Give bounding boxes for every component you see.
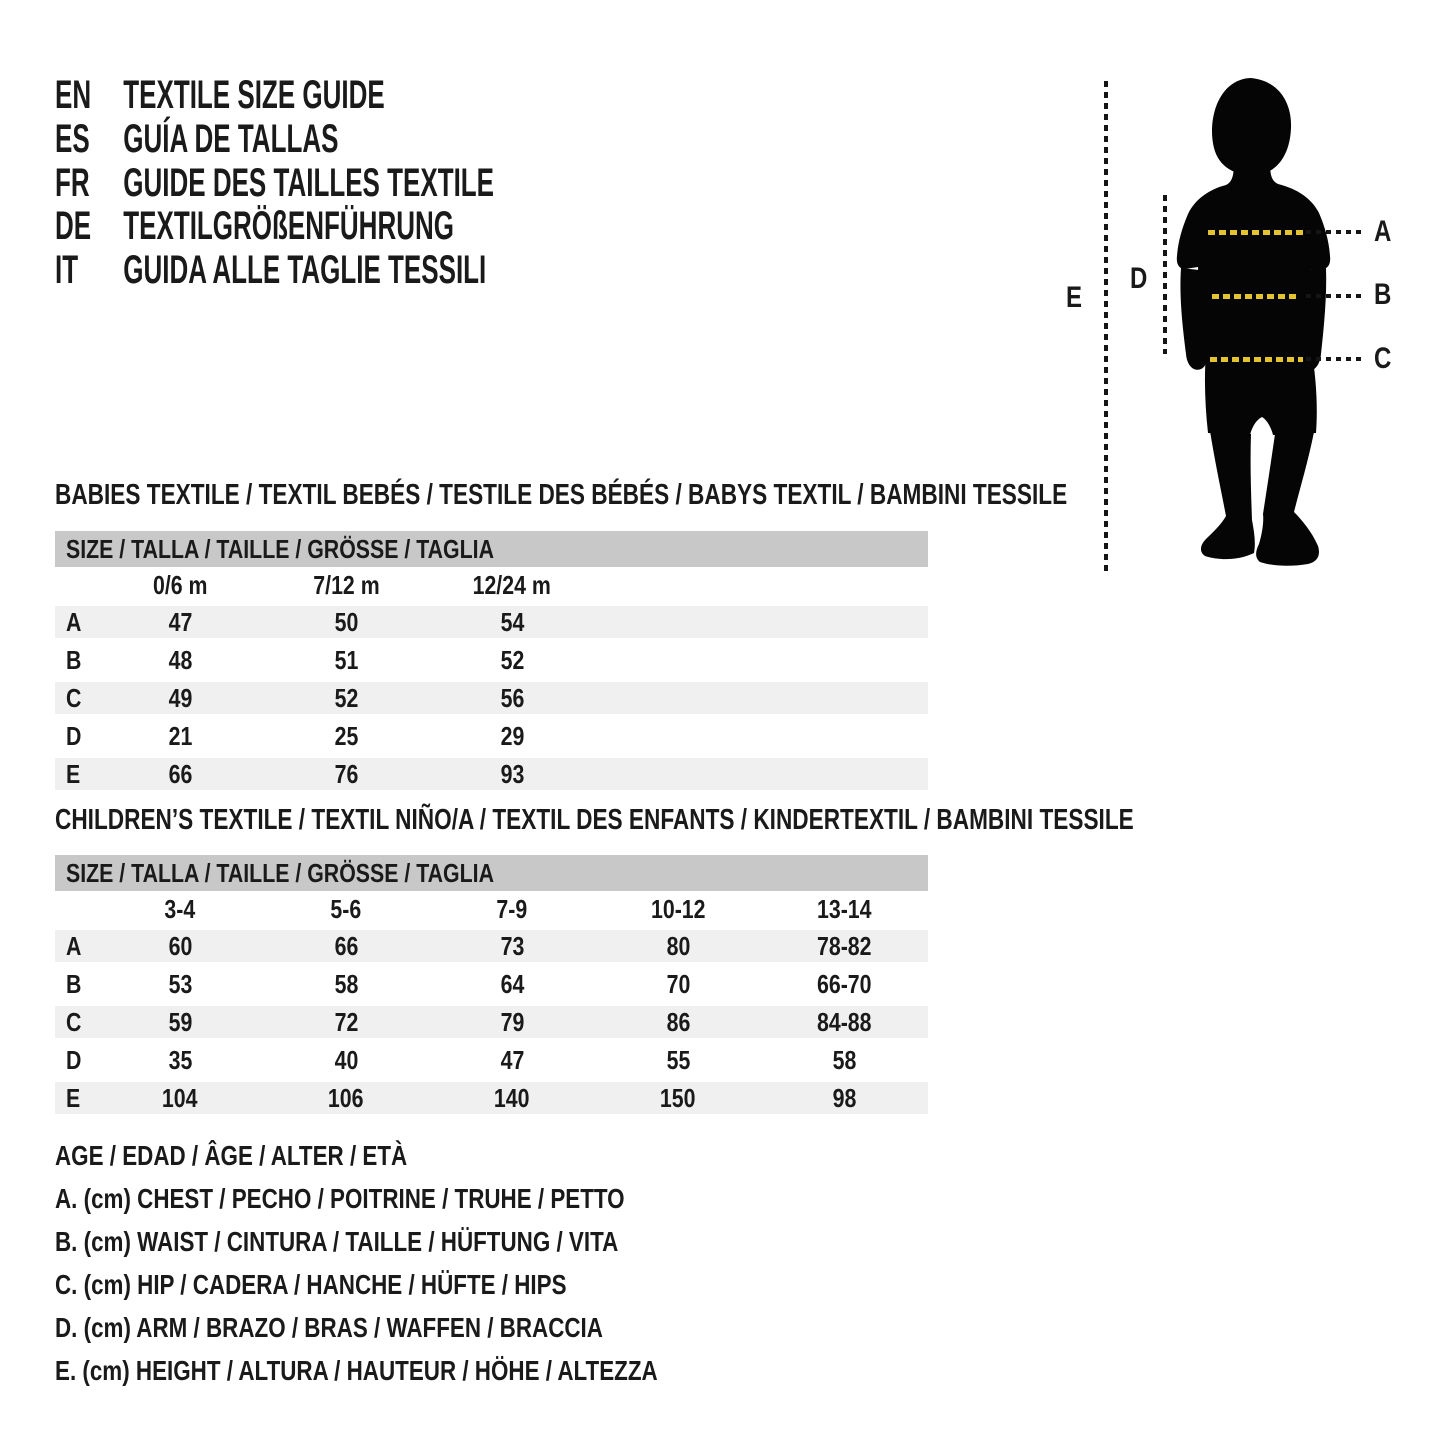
hip-measure-dash-c	[1210, 357, 1303, 362]
table-cell: 35	[168, 1044, 192, 1075]
table-cell: 79	[500, 1006, 524, 1037]
table-row	[55, 679, 928, 717]
legend-height-line: E. (cm) HEIGHT / ALTURA / HAUTEUR / HÖHE / ALTEZZA	[55, 1355, 658, 1386]
table-cell: 60	[168, 930, 192, 961]
silhouette-shorts	[1205, 352, 1317, 435]
chest-measure-dash-a	[1208, 230, 1303, 235]
table-cell: 80	[666, 930, 690, 961]
table-cell: 72	[334, 1006, 358, 1037]
table-cell: 55	[666, 1044, 690, 1075]
row-label: B	[66, 968, 82, 999]
marker-label-b: B	[1374, 278, 1392, 311]
title-text: TEXTILGRÖßENFÜHRUNG	[123, 204, 455, 248]
table-cell: 56	[500, 682, 524, 713]
legend-age-line: AGE / EDAD / ÂGE / ALTER / ETÀ	[55, 1140, 408, 1171]
title-block	[55, 73, 755, 303]
marker-label-d: D	[1130, 262, 1148, 295]
hip-leader-dots-c	[1306, 357, 1364, 361]
table-cell: 58	[334, 968, 358, 999]
table-row	[55, 1079, 928, 1117]
table-cell: 64	[500, 968, 524, 999]
legend-waist-line: B. (cm) WAIST / CINTURA / TAILLE / HÜFTUNG / VITA	[55, 1226, 619, 1257]
table-cell: 150	[660, 1082, 696, 1113]
row-label: A	[66, 930, 82, 961]
babies-size-bar	[55, 531, 928, 567]
table-cell: 78-82	[816, 930, 872, 961]
table-cell: 49	[168, 682, 192, 713]
table-row	[55, 717, 928, 755]
legend-chest-line: A. (cm) CHEST / PECHO / POITRINE / TRUHE / PETTO	[55, 1183, 625, 1214]
marker-label-e: E	[1066, 281, 1083, 314]
table-cell: 50	[334, 606, 358, 637]
table-row	[55, 1003, 928, 1041]
table-row	[55, 965, 928, 1003]
children-size-bar	[55, 855, 928, 891]
table-row	[55, 755, 928, 793]
table-row	[55, 641, 928, 679]
column-header: 10-12	[650, 893, 706, 924]
column-header: 12/24 m	[472, 569, 552, 600]
table-cell: 47	[168, 606, 192, 637]
babies-column-header-row	[55, 567, 928, 603]
row-label: E	[66, 1082, 81, 1113]
column-header: 7/12 m	[312, 569, 380, 600]
chest-leader-dots-a	[1306, 230, 1364, 234]
title-line-fr	[55, 161, 730, 205]
lang-code: IT	[55, 248, 79, 292]
row-label: D	[66, 1044, 82, 1075]
lang-code: FR	[55, 161, 90, 205]
title-line-en	[55, 73, 562, 117]
table-cell: 66	[168, 758, 192, 789]
table-cell: 66	[334, 930, 358, 961]
silhouette-head	[1212, 78, 1291, 175]
table-cell: 84-88	[816, 1006, 872, 1037]
table-cell: 51	[334, 644, 358, 675]
table-row	[55, 603, 928, 641]
children-column-header-row	[55, 891, 928, 927]
size-bar-label: SIZE / TALLA / TAILLE / GRÖSSE / TAGLIA	[66, 857, 494, 888]
lang-code: DE	[55, 204, 92, 248]
title-line-it	[55, 248, 719, 292]
size-bar-label: SIZE / TALLA / TAILLE / GRÖSSE / TAGLIA	[66, 533, 494, 564]
table-cell: 76	[334, 758, 358, 789]
table-cell: 106	[328, 1082, 364, 1113]
column-header: 7-9	[496, 893, 528, 924]
title-text: TEXTILE SIZE GUIDE	[123, 73, 385, 117]
table-cell: 66-70	[816, 968, 872, 999]
row-label: C	[66, 1006, 82, 1037]
title-text: GUIDA ALLE TAGLIE TESSILI	[123, 248, 487, 292]
row-label: B	[66, 644, 82, 675]
table-cell: 140	[494, 1082, 530, 1113]
title-line-es	[55, 117, 491, 161]
table-cell: 86	[666, 1006, 690, 1037]
title-text: GUIDE DES TAILLES TEXTILE	[123, 161, 495, 205]
table-row	[55, 927, 928, 965]
table-cell: 104	[162, 1082, 198, 1113]
table-cell: 70	[666, 968, 690, 999]
lang-code: EN	[55, 73, 92, 117]
table-cell: 54	[500, 606, 524, 637]
column-header: 3-4	[164, 893, 196, 924]
table-cell: 93	[500, 758, 524, 789]
table-cell: 59	[168, 1006, 192, 1037]
children-size-table	[55, 855, 928, 1117]
table-cell: 73	[500, 930, 524, 961]
waist-measure-dash-b	[1212, 294, 1299, 299]
column-header: 0/6 m	[152, 569, 208, 600]
legend-hip-line: C. (cm) HIP / CADERA / HANCHE / HÜFTE / HIPS	[55, 1269, 567, 1300]
marker-label-a: A	[1374, 215, 1392, 248]
row-label: A	[66, 606, 82, 637]
table-row	[55, 1041, 928, 1079]
table-cell: 53	[168, 968, 192, 999]
table-cell: 21	[168, 720, 192, 751]
table-cell: 29	[500, 720, 524, 751]
marker-label-c: C	[1374, 342, 1392, 375]
table-cell: 52	[334, 682, 358, 713]
children-section-title: CHILDREN’S TEXTILE / TEXTIL NIÑO/A / TEXTIL DES ENFANTS / KINDERTEXTIL / BAMBINI TESSILE	[55, 804, 1134, 836]
table-cell: 52	[500, 644, 524, 675]
table-cell: 98	[832, 1082, 856, 1113]
table-cell: 48	[168, 644, 192, 675]
measurement-legend	[55, 1139, 955, 1399]
table-cell: 58	[832, 1044, 856, 1075]
column-header: 5-6	[330, 893, 362, 924]
lang-code: ES	[55, 117, 90, 161]
waist-leader-dots-b	[1306, 294, 1364, 298]
title-line-de	[55, 204, 669, 248]
babies-size-table	[55, 531, 928, 793]
column-header: 13-14	[816, 893, 872, 924]
table-cell: 40	[334, 1044, 358, 1075]
legend-arm-line: D. (cm) ARM / BRAZO / BRAS / WAFFEN / BRACCIA	[55, 1312, 603, 1343]
babies-section-title: BABIES TEXTILE / TEXTIL BEBÉS / TESTILE DES BÉBÉS / BABYS TEXTIL / BAMBINI TESSILE	[55, 479, 1068, 511]
arm-guide-line-d	[1163, 195, 1167, 354]
title-text: GUÍA DE TALLAS	[123, 117, 339, 161]
row-label: D	[66, 720, 82, 751]
row-label: E	[66, 758, 81, 789]
table-cell: 47	[500, 1044, 524, 1075]
row-label: C	[66, 682, 82, 713]
table-cell: 25	[334, 720, 358, 751]
